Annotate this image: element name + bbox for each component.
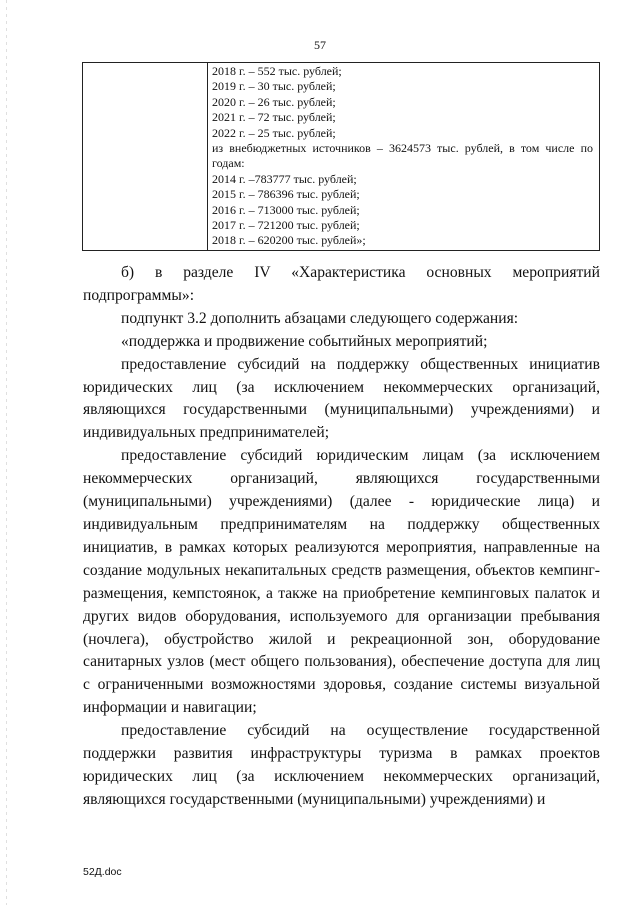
- table-line: 2020 г. – 26 тыс. рублей;: [212, 94, 336, 109]
- table-line: 2018 г. – 620200 тыс. рублей»;: [212, 233, 366, 248]
- file-name-footer: 52Д.doc: [83, 866, 122, 878]
- paragraph: подпункт 3.2 дополнить абзацами следующего содержания:: [121, 309, 519, 327]
- financing-table: [82, 62, 600, 251]
- page-number: 57: [314, 38, 326, 52]
- table-row: [83, 63, 600, 251]
- table-line: 2019 г. – 30 тыс. рублей;: [212, 79, 336, 94]
- table-line: 2017 г. – 721200 тыс. рублей;: [212, 218, 360, 233]
- table-line: 2014 г. –783777 тыс. рублей;: [212, 171, 357, 186]
- paragraph: предоставление субсидий на осуществление государственной поддержки развития инфраструктуры туризма в рамках проектов юридических лиц (за исключением некоммерческих организаций, являющихся государственными (муниципальными) учреждениями) и: [83, 722, 600, 808]
- table-line: 2015 г. – 786396 тыс. рублей;: [212, 187, 360, 202]
- scan-edge: [6, 0, 7, 905]
- paragraph: предоставление субсидий юридическим лицам (за исключением некоммерческих организаций, являющихся государственными (муниципальными) учреждениями) (далее - юридические лица) и индивидуальным предпринимателям на поддержку общественных инициатив, в рамках которых реализуются мероприятия, направленные на создание модульных некапитальных средств размещения, объектов кемпинг-размещения, кемпстоянок, а также на приобретение кемпинговых палаток и других видов оборудования, используемого для организации пребывания (ночлега), обустройство жилой и рекреационной зон, оборудование санитарных узлов (мест общего пользования), обеспечение доступа для лиц с ограниченными возможностями здоровья, создание системы визуальной информации и навигации;: [83, 447, 600, 717]
- table-line: 2022 г. – 25 тыс. рублей;: [212, 125, 336, 140]
- document-body: [83, 262, 600, 812]
- table-line: 2016 г. – 713000 тыс. рублей;: [212, 202, 360, 217]
- paragraph: предоставление субсидий на поддержку общественных инициатив юридических лиц (за исключением некоммерческих организаций, являющихся государственными (муниципальными) учреждениями) и индивидуальных предпринимателей;: [83, 355, 600, 442]
- table-line: 2021 г. – 72 тыс. рублей;: [212, 110, 336, 125]
- table-line: из внебюджетных источников – 3624573 тыс. рублей, в том числе по годам:: [212, 141, 593, 171]
- paragraph: «поддержка и продвижение событийных мероприятий;: [121, 332, 488, 350]
- table-line: 2018 г. – 552 тыс. рублей;: [212, 64, 342, 78]
- table-cell-empty: [83, 63, 208, 251]
- table-cell-financing: [208, 63, 600, 251]
- paragraph: б) в разделе IV «Характеристика основных мероприятий подпрограммы»:: [83, 264, 600, 304]
